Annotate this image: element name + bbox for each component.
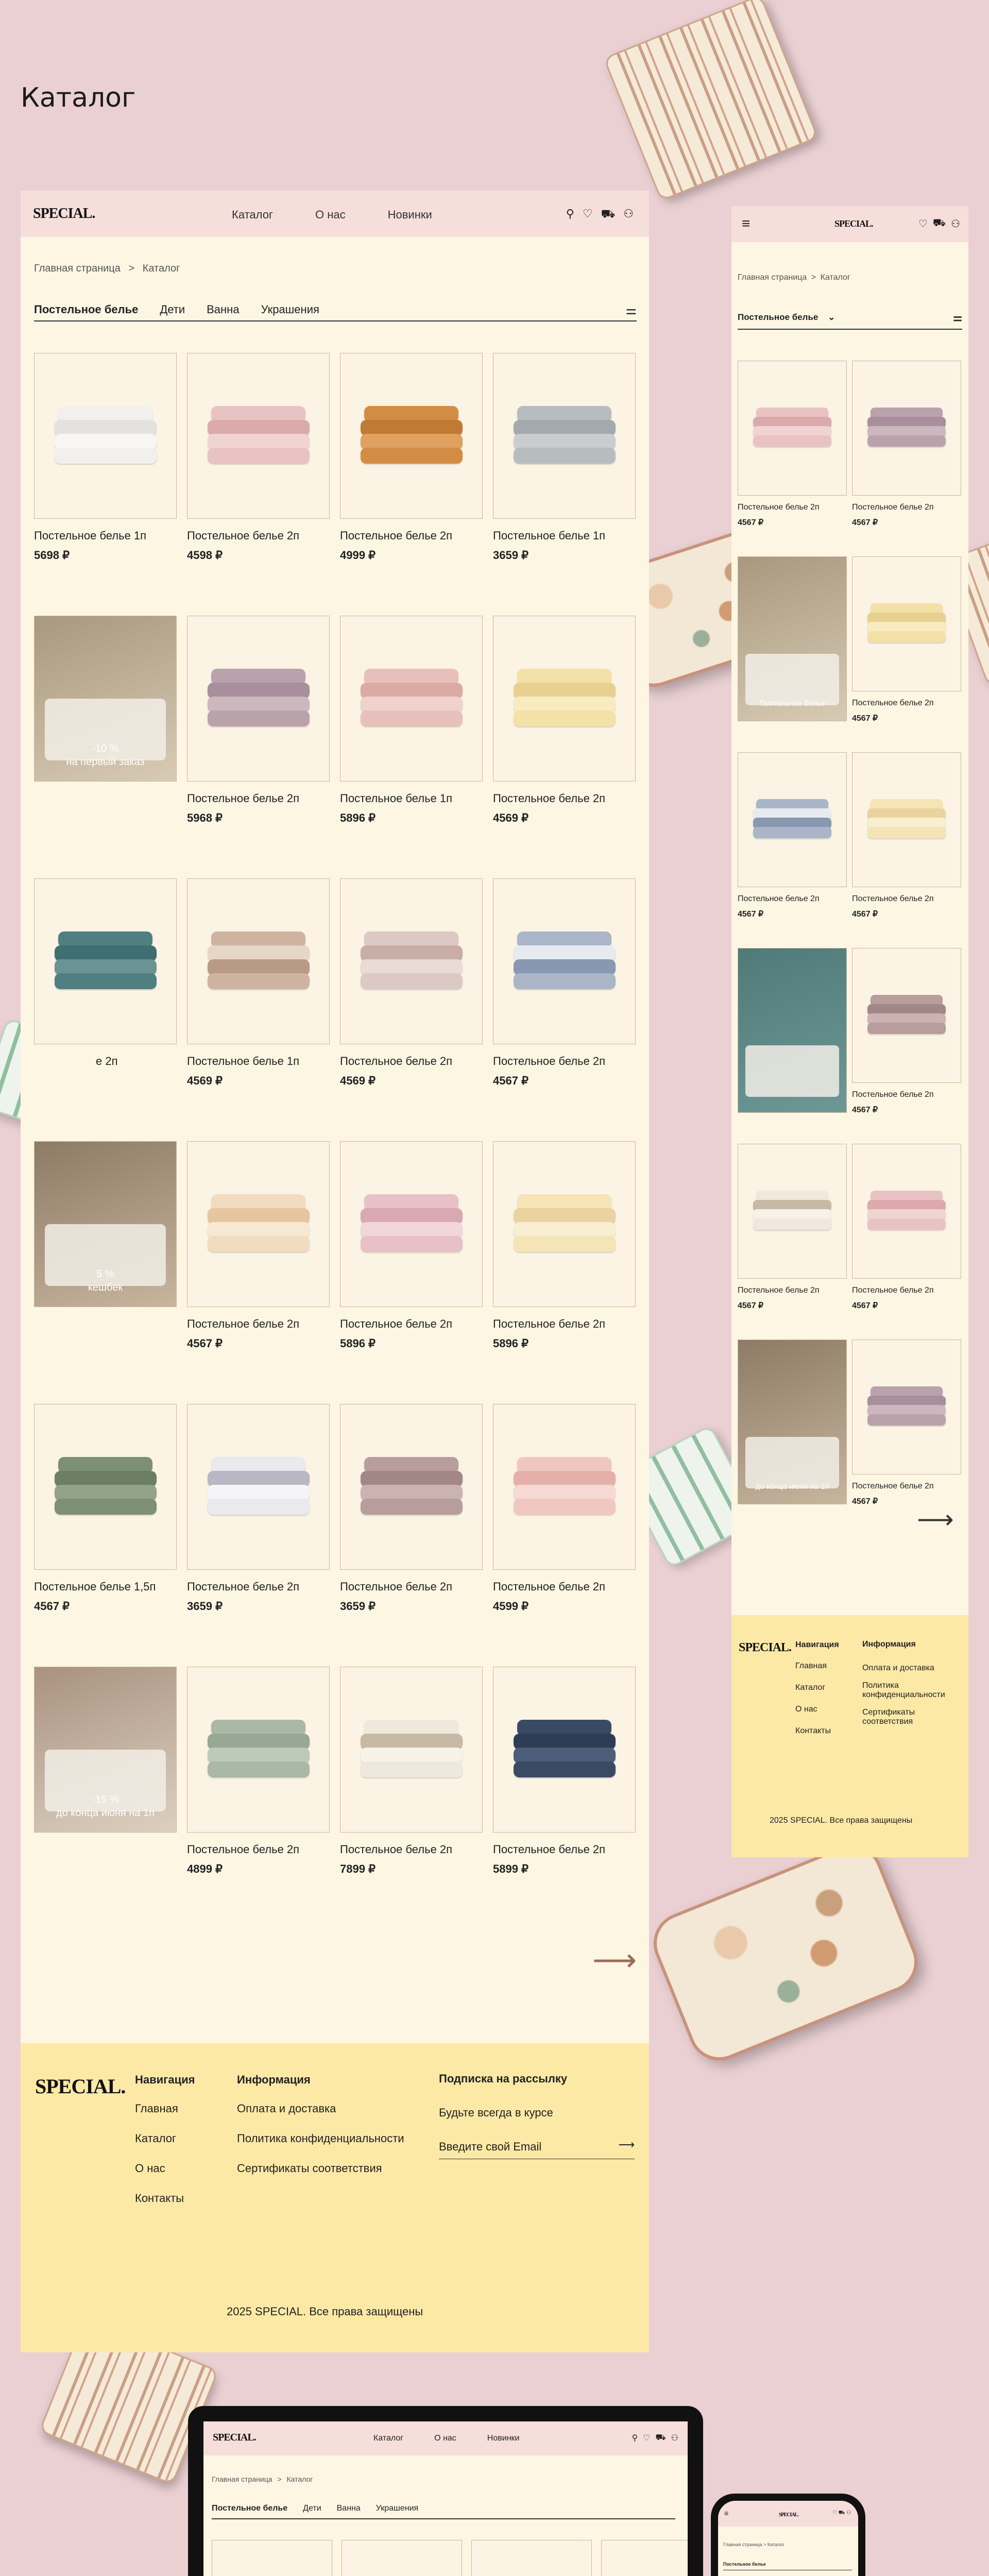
footer-nav-title: Навигация bbox=[135, 2073, 195, 2086]
product-image[interactable] bbox=[340, 1141, 483, 1307]
mobile-header-icons bbox=[918, 217, 960, 230]
product-price: 3659 ₽ bbox=[187, 1600, 223, 1613]
product-image[interactable] bbox=[852, 1144, 961, 1279]
promo-banner[interactable] bbox=[738, 948, 847, 1113]
product-card[interactable] bbox=[187, 353, 330, 562]
promo-discount: -10 % bbox=[92, 743, 119, 754]
header bbox=[21, 191, 649, 237]
product-card[interactable] bbox=[340, 353, 483, 562]
product-price: 4599 ₽ bbox=[493, 1600, 529, 1613]
product-name[interactable]: Постельное белье 1п bbox=[493, 529, 606, 542]
bed-photo bbox=[745, 1437, 839, 1488]
product-image[interactable] bbox=[212, 2540, 332, 2576]
product-card[interactable] bbox=[493, 616, 636, 825]
product-card[interactable] bbox=[738, 1144, 847, 1311]
mobile-header-icons bbox=[832, 2510, 851, 2517]
header-icons bbox=[566, 207, 634, 222]
promo-banner[interactable] bbox=[738, 1340, 847, 1504]
footer-info-title: Информация bbox=[862, 1640, 916, 1649]
product-card[interactable] bbox=[852, 752, 961, 919]
laptop-screen bbox=[188, 2406, 703, 2576]
product-image[interactable] bbox=[187, 1404, 330, 1570]
category-tabs bbox=[34, 303, 637, 321]
product-name[interactable]: Постельное белье 2п bbox=[493, 1317, 606, 1330]
menu-icon[interactable]: ≡ bbox=[724, 2509, 729, 2517]
product-price: 7899 ₽ bbox=[340, 1862, 376, 1875]
phone-mockup bbox=[711, 2494, 865, 2576]
product-card[interactable] bbox=[493, 1667, 636, 1876]
chevron-down-icon[interactable]: ⌄ bbox=[828, 312, 835, 322]
user-icon[interactable]: ⚇ bbox=[846, 2510, 851, 2516]
product-price: 4567 ₽ bbox=[852, 714, 878, 723]
product-image[interactable] bbox=[601, 2540, 688, 2576]
product-card[interactable] bbox=[852, 1340, 961, 1506]
heart-icon[interactable]: ♡ bbox=[582, 207, 593, 220]
copyright: 2025 SPECIAL. Все права защищены bbox=[770, 1816, 913, 1825]
product-card[interactable] bbox=[493, 353, 636, 562]
footer-link[interactable]: Сертификаты соответствия bbox=[862, 1708, 915, 1726]
footer-logo[interactable]: SPECIAL. bbox=[739, 1641, 792, 1654]
product-price: 4567 ₽ bbox=[738, 518, 764, 527]
product-card[interactable] bbox=[187, 1667, 330, 1876]
footer-logo[interactable]: SPECIAL. bbox=[35, 2075, 126, 2098]
product-name[interactable]: Постельное белье 2п bbox=[340, 1580, 453, 1593]
product-name[interactable]: Постельное белье 2п bbox=[187, 1843, 300, 1856]
product-price: 5896 ₽ bbox=[493, 1337, 529, 1350]
product-image[interactable] bbox=[340, 353, 483, 519]
tab-decor[interactable]: Украшения bbox=[376, 2504, 419, 2513]
footer-info bbox=[237, 2072, 404, 2183]
product-price: 4567 ₽ bbox=[852, 518, 878, 527]
mobile-filter-bar bbox=[723, 2562, 852, 2570]
user-icon[interactable]: ⚇ bbox=[951, 218, 960, 230]
footer-nav bbox=[135, 2072, 195, 2213]
product-card[interactable] bbox=[34, 353, 177, 562]
product-card[interactable] bbox=[493, 1141, 636, 1350]
product-name[interactable]: е 2п bbox=[96, 1055, 118, 1067]
product-card[interactable] bbox=[493, 878, 636, 1088]
product-card[interactable] bbox=[738, 752, 847, 919]
product-card[interactable] bbox=[187, 616, 330, 825]
footer-link[interactable]: Контакты bbox=[135, 2192, 184, 2205]
footer-link[interactable]: О нас bbox=[135, 2162, 165, 2175]
product-name[interactable]: Постельное белье 2п bbox=[493, 1843, 606, 1856]
product-card[interactable] bbox=[738, 361, 847, 528]
brand-logo[interactable]: SPECIAL. bbox=[213, 2432, 256, 2443]
product-price: 5896 ₽ bbox=[340, 1337, 376, 1350]
next-arrow-icon[interactable]: ⟶ bbox=[917, 1505, 954, 1534]
mobile-header bbox=[731, 206, 968, 242]
product-name[interactable]: Постельное белье 2п bbox=[187, 529, 300, 542]
product-image[interactable] bbox=[852, 556, 961, 691]
product-card[interactable] bbox=[212, 2540, 332, 2576]
footer-link[interactable]: Политика конфиденциальности bbox=[237, 2132, 404, 2145]
search-icon[interactable]: ⚲ bbox=[566, 207, 574, 220]
product-image[interactable] bbox=[471, 2540, 592, 2576]
tab-bedding[interactable]: Постельное белье bbox=[212, 2504, 288, 2513]
product-name[interactable]: Постельное белье 2п bbox=[852, 503, 934, 512]
promo-text: кешбек bbox=[88, 1282, 123, 1293]
promo-caption bbox=[35, 1793, 176, 1820]
breadcrumb-current: Каталог bbox=[286, 2475, 313, 2483]
promo-banner[interactable] bbox=[34, 616, 177, 782]
footer-link[interactable]: О нас bbox=[795, 1705, 817, 1714]
product-price: 3659 ₽ bbox=[340, 1600, 376, 1613]
product-price: 5896 ₽ bbox=[340, 811, 376, 824]
heart-icon[interactable]: ♡ bbox=[918, 218, 928, 230]
tab-bedding[interactable]: Постельное белье bbox=[34, 303, 139, 316]
promo-discount: 5 % bbox=[96, 1268, 114, 1280]
tab-decor[interactable]: Украшения bbox=[261, 303, 319, 316]
product-card[interactable] bbox=[34, 878, 177, 1068]
product-name[interactable]: Постельное белье 2п bbox=[738, 1286, 820, 1295]
next-arrow-icon[interactable]: ⟶ bbox=[592, 1943, 637, 1977]
cart-icon[interactable]: ⛟ bbox=[838, 2510, 845, 2516]
footer-link[interactable]: Каталог bbox=[135, 2132, 176, 2145]
pillow-top-right bbox=[603, 0, 819, 201]
mobile-catalog-page bbox=[731, 206, 968, 1615]
product-image[interactable] bbox=[187, 1141, 330, 1307]
breadcrumb-home[interactable]: Главная страница bbox=[738, 273, 807, 282]
product-card[interactable] bbox=[852, 556, 961, 723]
product-price: 4569 ₽ bbox=[340, 1074, 376, 1087]
product-card[interactable] bbox=[342, 2540, 462, 2576]
product-image[interactable] bbox=[187, 1667, 330, 1833]
breadcrumb-separator: > bbox=[277, 2475, 282, 2483]
promo-caption bbox=[35, 742, 176, 769]
product-name[interactable]: Постельное белье 2п bbox=[493, 792, 606, 805]
product-card[interactable] bbox=[852, 948, 961, 1115]
product-card[interactable] bbox=[852, 361, 961, 528]
bed-photo bbox=[745, 654, 839, 705]
footer-link[interactable]: Политика конфиденциальности bbox=[862, 1681, 945, 1699]
promo-caption bbox=[35, 1267, 176, 1294]
brand-logo-mobile[interactable]: SPECIAL. bbox=[834, 218, 873, 229]
promo-text: на первый заказ bbox=[66, 756, 145, 768]
product-image[interactable] bbox=[340, 878, 483, 1044]
footer-link[interactable]: Сертификаты соответствия bbox=[237, 2162, 382, 2175]
product-image[interactable] bbox=[34, 878, 177, 1044]
bed-photo bbox=[745, 1045, 839, 1097]
promo-caption: Постельное белье bbox=[759, 699, 826, 708]
footer-info bbox=[862, 1640, 960, 1726]
product-card[interactable] bbox=[852, 1144, 961, 1311]
product-name[interactable]: Постельное белье 2п bbox=[738, 503, 820, 512]
footer-link[interactable]: Каталог bbox=[795, 1683, 826, 1692]
footer-link[interactable]: Контакты bbox=[795, 1726, 831, 1735]
product-name[interactable]: Постельное белье 2п bbox=[493, 1055, 606, 1067]
product-image[interactable] bbox=[852, 361, 961, 496]
product-card[interactable] bbox=[340, 878, 483, 1088]
catalog-heading: Каталог bbox=[21, 82, 136, 113]
product-name[interactable]: Постельное белье 2п bbox=[340, 529, 453, 542]
category-select[interactable]: Постельное белье bbox=[723, 2562, 766, 2567]
brand-logo-mobile[interactable]: SPECIAL. bbox=[779, 2512, 798, 2518]
product-price: 4567 ₽ bbox=[738, 910, 764, 919]
footer-link[interactable]: Главная bbox=[795, 1662, 827, 1670]
product-price: 4999 ₽ bbox=[340, 549, 376, 562]
product-image[interactable] bbox=[34, 353, 177, 519]
phone-page bbox=[718, 2501, 858, 2576]
breadcrumb-current: Каталог bbox=[767, 2542, 785, 2547]
tab-bath[interactable]: Ванна bbox=[336, 2504, 361, 2513]
product-price: 5698 ₽ bbox=[34, 549, 70, 562]
product-card[interactable] bbox=[187, 1404, 330, 1613]
footer-link[interactable]: Оплата и доставка bbox=[862, 1664, 934, 1672]
breadcrumb-separator: > bbox=[811, 273, 816, 282]
product-name[interactable]: Постельное белье 1п bbox=[187, 1055, 300, 1067]
product-name[interactable]: Постельное белье 1п bbox=[340, 792, 453, 805]
product-price: 4598 ₽ bbox=[187, 549, 223, 562]
product-price: 4567 ₽ bbox=[187, 1337, 223, 1350]
brand-logo[interactable]: SPECIAL. bbox=[33, 206, 95, 222]
product-image[interactable] bbox=[340, 1404, 483, 1570]
cart-icon[interactable]: ⛟ bbox=[655, 2433, 666, 2442]
promo-banner[interactable] bbox=[738, 556, 847, 721]
product-name[interactable]: Постельное белье 2п bbox=[493, 1580, 606, 1593]
cart-icon[interactable]: ⛟ bbox=[932, 217, 946, 229]
product-image[interactable] bbox=[187, 878, 330, 1044]
tab-kids[interactable]: Дети bbox=[160, 303, 185, 316]
breadcrumb-home[interactable]: Главная страница bbox=[723, 2542, 762, 2547]
product-image[interactable] bbox=[852, 948, 961, 1083]
product-image[interactable] bbox=[493, 616, 636, 782]
tab-kids[interactable]: Дети bbox=[303, 2504, 321, 2513]
product-image[interactable] bbox=[738, 1144, 847, 1279]
promo-caption: до конца июня на 1п bbox=[755, 1482, 829, 1491]
product-card[interactable] bbox=[340, 1404, 483, 1613]
footer-info-title: Информация bbox=[237, 2073, 311, 2086]
promo-banner[interactable] bbox=[34, 1667, 177, 1833]
product-price: 4567 ₽ bbox=[493, 1074, 529, 1087]
breadcrumb-separator: > bbox=[763, 2542, 766, 2547]
product-card[interactable] bbox=[340, 616, 483, 825]
product-card[interactable] bbox=[340, 1667, 483, 1876]
product-image[interactable] bbox=[852, 1340, 961, 1475]
product-image[interactable] bbox=[493, 1667, 636, 1833]
nav-new[interactable]: Новинки bbox=[387, 208, 432, 221]
product-image[interactable] bbox=[340, 1667, 483, 1833]
heart-icon[interactable]: ♡ bbox=[832, 2510, 837, 2516]
product-name[interactable]: Постельное белье 2п bbox=[852, 699, 934, 707]
mobile-breadcrumb bbox=[738, 273, 850, 282]
product-name[interactable]: Постельное белье 2п bbox=[738, 894, 820, 903]
breadcrumb bbox=[212, 2475, 313, 2483]
footer-link[interactable]: Главная bbox=[135, 2102, 178, 2115]
product-name[interactable]: Постельное белье 1,5п bbox=[34, 1580, 156, 1593]
promo-banner[interactable] bbox=[34, 1141, 177, 1307]
subscribe-title: Подписка на рассылку bbox=[439, 2072, 568, 2085]
product-image[interactable] bbox=[493, 353, 636, 519]
product-image[interactable] bbox=[738, 752, 847, 887]
mobile-filter-bar bbox=[738, 312, 962, 330]
product-image[interactable] bbox=[342, 2540, 462, 2576]
footer-nav bbox=[795, 1640, 839, 1742]
product-price: 4567 ₽ bbox=[738, 1301, 764, 1310]
mobile-header bbox=[718, 2501, 858, 2527]
product-image[interactable] bbox=[493, 1141, 636, 1307]
nav-new[interactable]: Новинки bbox=[487, 2434, 520, 2443]
breadcrumb-home[interactable]: Главная страница bbox=[34, 263, 121, 274]
product-image[interactable] bbox=[493, 878, 636, 1044]
category-tabs bbox=[212, 2504, 675, 2519]
product-price: 4567 ₽ bbox=[852, 1301, 878, 1310]
product-image[interactable] bbox=[34, 1404, 177, 1570]
pillow-floral-large bbox=[644, 1836, 927, 2070]
breadcrumb-separator: > bbox=[128, 263, 135, 274]
user-icon[interactable]: ⚇ bbox=[623, 207, 634, 220]
category-select[interactable]: Постельное белье bbox=[738, 312, 819, 322]
product-image[interactable] bbox=[340, 616, 483, 782]
desktop-footer bbox=[21, 2043, 649, 2352]
product-image[interactable] bbox=[738, 361, 847, 496]
arrow-right-icon[interactable]: ⟶ bbox=[618, 2138, 635, 2151]
product-name[interactable]: Постельное белье 2п bbox=[187, 1317, 300, 1330]
product-card[interactable] bbox=[187, 1141, 330, 1350]
product-name[interactable]: Постельное белье 2п bbox=[852, 1286, 934, 1295]
product-price: 4569 ₽ bbox=[493, 811, 529, 824]
breadcrumb-current: Каталог bbox=[820, 273, 850, 282]
product-price: 4567 ₽ bbox=[852, 1497, 878, 1506]
filter-icon[interactable]: ⚌ bbox=[625, 303, 637, 317]
product-price: 5968 ₽ bbox=[187, 811, 223, 824]
product-name[interactable]: Постельное белье 2п bbox=[340, 1317, 453, 1330]
nav-catalog[interactable]: Каталог bbox=[373, 2434, 404, 2443]
product-image[interactable] bbox=[852, 752, 961, 887]
product-name[interactable]: Постельное белье 2п bbox=[187, 792, 300, 805]
breadcrumb-home[interactable]: Главная страница bbox=[212, 2475, 272, 2483]
product-card[interactable] bbox=[340, 1141, 483, 1350]
footer-nav-title: Навигация bbox=[795, 1640, 839, 1649]
mobile-footer bbox=[731, 1615, 968, 1857]
product-card[interactable] bbox=[601, 2540, 688, 2576]
footer-link[interactable]: Оплата и доставка bbox=[237, 2102, 336, 2115]
product-name[interactable]: Постельное белье 2п bbox=[187, 1580, 300, 1593]
product-card[interactable] bbox=[34, 1404, 177, 1613]
product-image[interactable] bbox=[493, 1404, 636, 1570]
laptop-page bbox=[203, 2421, 688, 2576]
product-name[interactable]: Постельное белье 2п bbox=[340, 1055, 453, 1067]
main-nav bbox=[373, 2434, 519, 2443]
product-price: 4567 ₽ bbox=[34, 1600, 70, 1613]
header-icons bbox=[632, 2433, 678, 2443]
breadcrumb-current: Каталог bbox=[142, 263, 180, 274]
mobile-breadcrumb bbox=[723, 2542, 785, 2547]
filter-icon[interactable]: ⚌ bbox=[953, 312, 962, 324]
header bbox=[203, 2421, 688, 2455]
product-name[interactable]: Постельное белье 2п bbox=[852, 894, 934, 903]
search-icon[interactable]: ⚲ bbox=[632, 2434, 638, 2443]
product-image[interactable] bbox=[187, 353, 330, 519]
email-field[interactable] bbox=[439, 2140, 635, 2159]
menu-icon[interactable]: ≡ bbox=[742, 215, 751, 231]
main-nav bbox=[232, 208, 432, 222]
product-price: 4899 ₽ bbox=[187, 1862, 223, 1875]
user-icon[interactable]: ⚇ bbox=[671, 2434, 678, 2443]
tab-bath[interactable]: Ванна bbox=[207, 303, 240, 316]
heart-icon[interactable]: ♡ bbox=[643, 2434, 651, 2443]
product-name[interactable]: Постельное белье 2п bbox=[852, 1090, 934, 1099]
promo-text: до конца июня на 1п bbox=[56, 1807, 155, 1819]
promo-discount: -15 % bbox=[92, 1794, 119, 1805]
cart-icon[interactable]: ⛟ bbox=[601, 207, 616, 220]
nav-catalog[interactable]: Каталог bbox=[232, 208, 273, 221]
copyright: 2025 SPECIAL. Все права защищены bbox=[227, 2305, 423, 2318]
nav-about[interactable]: О нас bbox=[315, 208, 346, 221]
product-price: 4569 ₽ bbox=[187, 1074, 223, 1087]
email-placeholder: Введите свой Email bbox=[439, 2140, 542, 2153]
nav-about[interactable]: О нас bbox=[434, 2434, 456, 2443]
product-name[interactable]: Постельное белье 2п bbox=[340, 1843, 453, 1856]
product-price: 4567 ₽ bbox=[852, 910, 878, 919]
product-price: 4567 ₽ bbox=[852, 1106, 878, 1114]
product-card[interactable] bbox=[187, 878, 330, 1088]
product-price: 5899 ₽ bbox=[493, 1862, 529, 1875]
footer-subscribe bbox=[439, 2072, 635, 2159]
laptop-mockup bbox=[137, 2406, 752, 2576]
breadcrumb bbox=[34, 263, 180, 275]
product-image[interactable] bbox=[187, 616, 330, 782]
product-name[interactable]: Постельное белье 2п bbox=[852, 1482, 934, 1490]
product-price: 3659 ₽ bbox=[493, 549, 529, 562]
product-card[interactable] bbox=[471, 2540, 592, 2576]
product-card[interactable] bbox=[493, 1404, 636, 1613]
desktop-catalog-page bbox=[21, 191, 649, 2043]
product-name[interactable]: Постельное белье 1п bbox=[34, 529, 147, 542]
subscribe-text: Будьте всегда в курсе bbox=[439, 2106, 553, 2119]
